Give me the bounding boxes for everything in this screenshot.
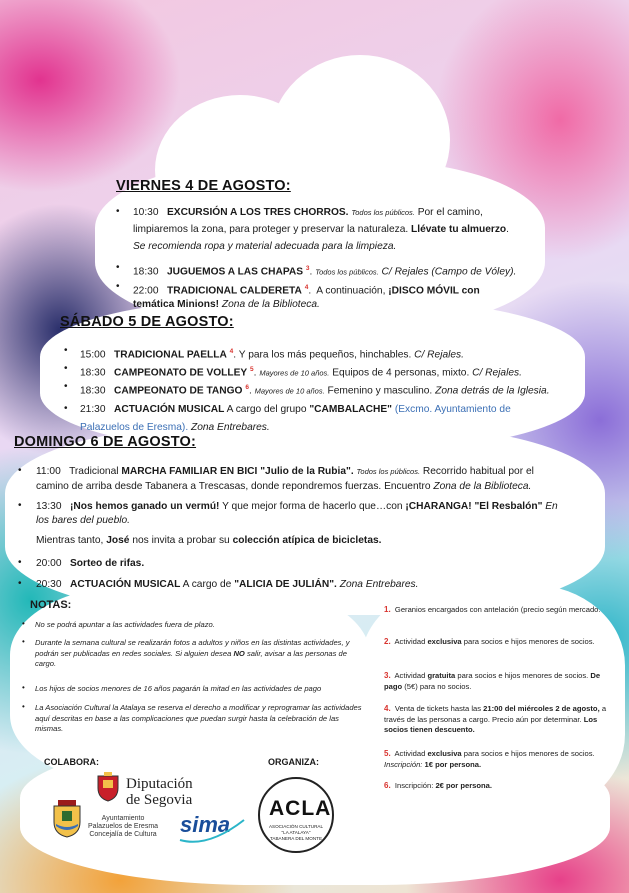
ayuntamiento-text: Palazuelos de Eresma — [88, 823, 159, 830]
description: Por el camino, — [417, 207, 483, 218]
friday-item-2: 18:30 JUGUEMOS A LAS CHAPAS $^3$. Todos los públicos. C/ Rejales (Campo de Vóley). — [133, 265, 517, 278]
acla-text: "LA ATALAYA" — [281, 830, 311, 835]
footnote-text: socios. — [571, 749, 595, 758]
bullet: • — [116, 262, 120, 273]
friday-heading: VIERNES 4 DE AGOSTO: — [116, 178, 291, 194]
footnote-ref: 4 — [304, 284, 309, 291]
footnote-4 — [384, 704, 614, 736]
footnote-number: 1. — [384, 605, 391, 614]
footnote-text: para socios e hijos menores de — [463, 637, 569, 646]
note-text: a las personas de cargo. — [35, 648, 348, 668]
activity-title: ACTUACIÓN MUSICAL — [70, 579, 181, 590]
audience: Mayores de 10 años. — [259, 368, 330, 378]
location: Zona detrás de la Iglesia. — [435, 385, 550, 397]
activity-title: ¡Nos hemos ganado un vermú! — [70, 501, 220, 512]
note-3: Los hijos de socios menores de 16 años pagarán la mitad en las actividades de pago — [35, 684, 322, 693]
acla-logo: ACLA — [269, 797, 332, 820]
footnote-bold: 21:00 del miércoles 2 de — [483, 704, 571, 713]
footnote-ref: 5 — [250, 366, 254, 373]
description: Y que mejor forma de hacerlo que…con — [222, 501, 403, 512]
acla-text: ASOCIACIÓN CULTURAL — [268, 824, 324, 829]
person-name: José — [106, 535, 130, 546]
location: Zona de la Biblioteca. — [433, 481, 532, 492]
saturday-item-3: 18:30 CAMPEONATO DE TANGO $^6$. Mayores de 10 años. Femenino y masculino. Zona detrás de la Iglesia. — [80, 384, 550, 397]
footnote-text: Inscripción: — [384, 759, 423, 769]
location: C/ Rejales. — [472, 367, 522, 379]
time: 15:00 — [80, 349, 106, 361]
description: nos invita a probar su — [132, 535, 230, 546]
bullet: • — [18, 465, 22, 476]
footnote-bold: Los socios tienen descuento. — [384, 714, 598, 734]
sunday-heading: DOMINGO 6 DE AGOSTO: — [14, 434, 197, 450]
note-4 — [35, 703, 365, 735]
footnote-bold: 2€ por persona. — [435, 781, 493, 790]
footnote-text: Actividad — [394, 749, 426, 758]
diputacion-logo — [126, 776, 193, 808]
activity-title: Sorteo de rifas. — [70, 558, 145, 569]
footnote-bold: gratuita — [427, 671, 456, 680]
bold-note: Llévate tu almuerzo — [411, 224, 507, 235]
bullet: • — [18, 557, 22, 568]
footnote-number: 6. — [384, 781, 391, 790]
saturday-item-2: 18:30 CAMPEONATO DE VOLLEY $^5$. Mayores de 10 años. Equipos de 4 personas, mixto. C/ Rejales. — [80, 366, 522, 379]
bullet: • — [18, 500, 22, 511]
colabora-label: COLABORA: — [44, 757, 99, 767]
footnote-bold: De pago — [384, 671, 601, 691]
bold-note: temática Minions! — [133, 299, 220, 310]
saturday-item-1: 15:00 TRADICIONAL PAELLA $^4$. Y para los más pequeños, hinchables. C/ Rejales. — [80, 348, 464, 361]
time: 21:30 — [80, 404, 106, 415]
footnote-ref: 3 — [305, 265, 310, 272]
description: camino de arriba desde Tabanera a Trescasas, donde repondremos fuerzas. Encuentro — [36, 481, 431, 492]
footnote-bold: 1€ por persona. — [424, 759, 482, 769]
description: A cargo del grupo — [226, 404, 307, 415]
note-1: No se podrá apuntar a las actividades fuera de plazo. — [35, 620, 215, 629]
audience: Mayores de 10 años. — [254, 386, 325, 396]
time: 18:30 — [133, 266, 159, 278]
bullet: • — [64, 381, 68, 392]
description: Mientras tanto, — [36, 535, 104, 546]
activity-title: EXCURSIÓN A LOS TRES CHORROS. — [167, 207, 349, 218]
footnote-text: para socios e hijos menores de — [457, 671, 563, 680]
footnote-text: Inscripción: — [394, 781, 434, 790]
sunday-march — [36, 465, 534, 478]
bold-note: ¡CHARANGA! "El Resbalón" — [405, 501, 543, 512]
footnote-bold: agosto, — [572, 704, 600, 713]
footnote-ref: 6 — [245, 384, 249, 391]
audience: Todos los públicos. — [356, 467, 421, 476]
activity-title: TRADICIONAL PAELLA — [114, 349, 227, 361]
footnote-number: 2. — [384, 637, 391, 646]
friday-item-1-line2: limpiaremos la zona, para proteger y preservar la naturaleza. Llévate tu almuerzo. — [133, 224, 510, 235]
description: Tradicional — [69, 466, 119, 477]
note-text: actividades, y podrán ser publicadas en redes sociales. Si alguien desea — [35, 638, 350, 658]
bullet: • — [64, 403, 68, 414]
organiza-label: ORGANIZA: — [268, 757, 319, 767]
saturday-item-4-line2 — [80, 421, 270, 434]
note-text: actividades aquí descritas en base a las complicaciones que puedan surgir hasta la — [35, 703, 362, 723]
bullet: • — [22, 619, 25, 628]
saturday-heading: SÁBADO 5 DE AGOSTO: — [60, 314, 234, 330]
sunday-collection — [36, 534, 381, 547]
diputacion-name: Diputación — [126, 776, 193, 792]
acla-text: TABANERA DEL MONTE — [269, 836, 323, 841]
activity-title: TRADICIONAL CALDERETA — [167, 285, 302, 297]
footnote-6 — [384, 781, 614, 792]
footnote-text: para socios e hijos menores de — [463, 749, 569, 758]
audience: Todos los públicos. — [351, 208, 415, 217]
footnote-text: Actividad — [394, 671, 426, 680]
footnote-1 — [384, 605, 614, 616]
activity-title: JUGUEMOS A LAS CHAPAS — [167, 266, 304, 278]
saturday-item-4 — [80, 403, 511, 416]
time: 18:30 — [80, 385, 106, 397]
footnote-bold: exclusiva — [427, 749, 462, 758]
bullet: • — [22, 683, 25, 692]
artist-name: "ALICIA DE JULIÁN". — [234, 579, 337, 590]
activity-title: CAMPEONATO DE VOLLEY — [114, 367, 248, 379]
time: 18:30 — [80, 367, 106, 379]
bullet: • — [22, 702, 25, 711]
sunday-concert — [36, 578, 418, 591]
footnote-number: 3. — [384, 671, 391, 680]
description: limpiaremos la zona, para proteger y preservar la naturaleza. — [133, 224, 409, 235]
description: A continuación, — [316, 285, 386, 297]
bullet: • — [18, 578, 22, 589]
activity-title: CAMPEONATO DE TANGO — [114, 385, 243, 397]
time: 20:00 — [36, 558, 62, 569]
sunday-march-line2 — [36, 480, 531, 493]
bullet: • — [116, 206, 120, 217]
sunday-vermut-line2: los bares del pueblo. — [36, 515, 131, 526]
note-text: celebración de las mismas. — [35, 713, 339, 733]
ayuntamiento-text: Ayuntamiento — [101, 815, 145, 822]
friday-item-3-line2 — [133, 298, 320, 311]
bullet: • — [22, 637, 25, 646]
footnote-text: socios. — [564, 671, 589, 680]
bullet: • — [64, 363, 68, 374]
time: 13:30 — [36, 501, 62, 512]
footnote-2 — [384, 637, 614, 648]
activity-title: ACTUACIÓN MUSICAL — [114, 404, 225, 415]
location: Zona Entrebares. — [339, 579, 419, 590]
description: A cargo de — [182, 579, 232, 590]
footnote-text: socios. — [571, 637, 595, 646]
note-text: La Asociación Cultural la Atalaya se reserva el derecho a modificar y reprogramar las — [35, 703, 322, 712]
description: En — [545, 501, 558, 512]
time: 22:00 — [133, 285, 159, 297]
description: Femenino y masculino. — [327, 385, 433, 397]
note-text: Durante la semana cultural se realizarán fotos a adultos y niños en las distintas — [35, 638, 302, 647]
bullet: • — [64, 345, 68, 356]
description: Recorrido habitual por el — [422, 466, 534, 477]
friday-item-1-line3: Se recomienda ropa y material adecuada para la limpieza. — [133, 241, 397, 252]
friday-item-1 — [133, 206, 483, 219]
footnote-bold: exclusiva — [427, 637, 462, 646]
footnote-text: por determinar. — [530, 714, 582, 724]
description: Equipos de 4 personas, mixto. — [332, 367, 470, 379]
event-name: "Julio de la Rubia". — [260, 466, 354, 477]
footnote-text: Venta de tickets hasta las — [394, 704, 482, 713]
diputacion-name: de Segovia — [126, 792, 193, 808]
ayuntamiento-crest-icon — [52, 800, 82, 838]
location: C/ Rejales. — [414, 349, 464, 361]
footnote-text: Geranios encargados con antelación (precio según — [394, 605, 567, 614]
ayuntamiento-logo — [88, 815, 158, 839]
footnote-3 — [384, 671, 614, 692]
note-2 — [35, 638, 365, 670]
time: 10:30 — [133, 207, 159, 218]
time: 11:00 — [36, 466, 61, 477]
bold-note: ¡DISCO MÓVIL con — [388, 285, 480, 297]
location: Zona de la Biblioteca. — [221, 299, 320, 310]
audience: Todos los públicos. — [315, 267, 379, 277]
footnote-number: 5. — [384, 749, 391, 758]
sunday-vermut — [36, 500, 558, 513]
ayuntamiento-text: Concejalía de Cultura — [89, 831, 157, 838]
time: 20:30 — [36, 579, 62, 590]
activity-title: MARCHA FAMILIAR EN BICI — [121, 466, 258, 477]
sponsor: (Excmo. Ayuntamiento de — [394, 404, 511, 415]
footnote-text: Actividad — [394, 637, 426, 646]
location: Zona Entrebares. — [191, 422, 270, 433]
description: Y para los más pequeños, hinchables. — [238, 349, 412, 361]
acla-subtitle — [267, 824, 325, 842]
sima-swoosh-icon — [178, 812, 248, 846]
bold-note: colección atípica de bicicletas. — [232, 535, 382, 546]
friday-item-3: 22:00 TRADICIONAL CALDERETA $^4$. A continuación, ¡DISCO MÓVIL con — [133, 284, 480, 297]
footnote-ref: 4 — [229, 348, 234, 355]
footnote-5 — [384, 749, 614, 770]
note-bold: NO — [233, 648, 245, 658]
location: C/ Rejales (Campo de Vóley). — [381, 266, 517, 278]
footnote-text: (5€) para no socios. — [404, 681, 472, 691]
notes-heading: NOTAS: — [30, 599, 72, 611]
footnote-text: a través de las personas a cargo. Precio aún — [384, 704, 607, 724]
group-name: "CAMBALACHE" — [309, 404, 393, 415]
diputacion-shield-icon — [96, 772, 120, 802]
footnote-text: mercado. — [568, 605, 601, 614]
sponsor: Palazuelos de Eresma). — [80, 422, 189, 433]
bullet: • — [116, 281, 120, 292]
footnote-number: 4. — [384, 704, 391, 713]
note-text: salir, avisar — [246, 648, 285, 658]
sima-logo: sima — [180, 812, 231, 837]
sunday-raffle — [36, 557, 144, 570]
